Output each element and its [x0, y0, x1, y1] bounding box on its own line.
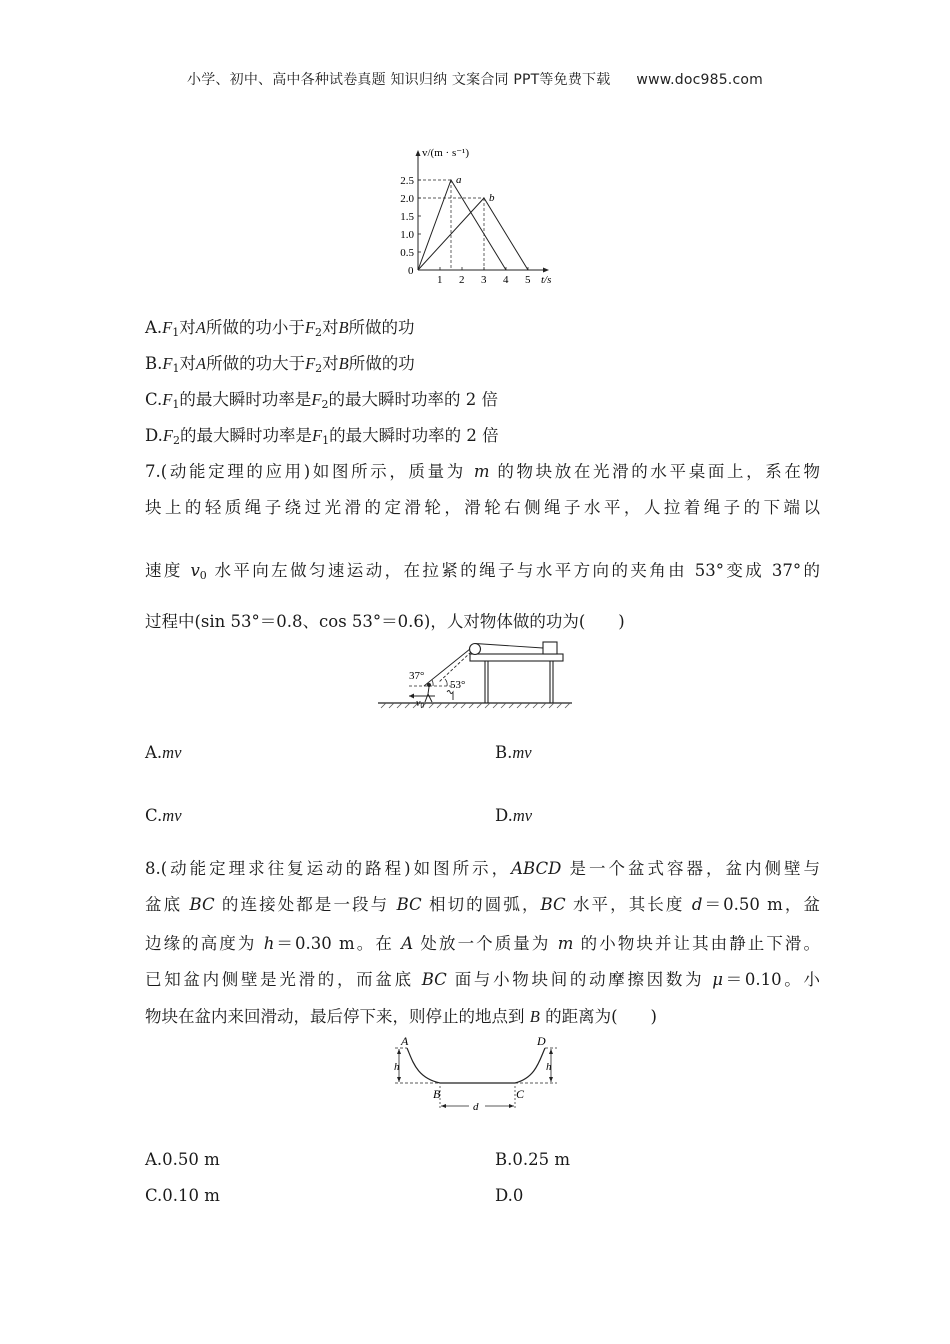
y-tick-label: 1.0: [400, 229, 414, 241]
y-tick-label: 2.0: [400, 193, 414, 205]
q6-option-d: $D.F_2$的最大瞬时功率是$F_1$的最大瞬时功率的 2 倍: [145, 426, 499, 447]
q7-stem-line3: 速度 $v_0$ 水平向左做匀速运动，在拉紧的绳子与水平方向的夹角由 53°变成 37°的: [145, 561, 820, 582]
q8-option-b: B.0.25 m: [495, 1150, 571, 1169]
y-axis-label: v/(m · s⁻¹): [422, 147, 469, 159]
label-h-left: h: [394, 1061, 400, 1073]
q8-stem-line4: 已知盆内侧壁是光滑的，而盆底 BC 面与小物块间的动摩擦因数为 μ＝0.10。小: [145, 970, 820, 989]
label-A: A: [401, 1034, 409, 1048]
header-url: www.doc985.com: [636, 72, 763, 88]
origin-label: 0: [408, 265, 414, 277]
pulley-figure: [375, 636, 575, 718]
x-tick-label: 1: [437, 274, 443, 286]
q6-option-b: $B.F_1$对A所做的功大于$F_2$对B所做的功: [145, 354, 415, 375]
angle-53-label: 53°: [450, 679, 466, 691]
y-axis-arrow: [416, 150, 421, 156]
q7-stem-line2: 块上的轻质绳子绕过光滑的定滑轮，滑轮右侧绳子水平，人拉着绳子的下端以: [145, 498, 820, 517]
vt-chart: [370, 140, 570, 295]
q6-option-c: $C.F_1$的最大瞬时功率是$F_2$的最大瞬时功率的 2 倍: [145, 390, 498, 411]
q8-stem-line2: 盆底 BC 的连接处都是一段与 BC 相切的圆弧，BC 水平，其长度 d＝0.50 m，盆: [145, 895, 820, 914]
label-B: B: [433, 1087, 441, 1101]
q7-option-d: D.mv: [495, 806, 533, 825]
q8-stem-line5: 物块在盆内来回滑动，最后停下来，则停止的地点到 B 的距离为( ): [145, 1007, 657, 1026]
basin-figure: [385, 1032, 565, 1117]
q8-stem-line3: 边缘的高度为 h＝0.30 m。在 A 处放一个质量为 m 的小物块并让其由静止下滑。: [145, 934, 820, 953]
q7-option-a: A.mv: [145, 743, 182, 762]
y-tick-label: 2.5: [400, 175, 414, 187]
header-text: 小学、初中、高中各种试卷真题 知识归纳 文案合同 PPT等免费下载: [187, 72, 611, 88]
angle-37-label: 37°: [409, 670, 425, 682]
label-h-right: h: [546, 1061, 552, 1073]
x-tick-label: 3: [481, 274, 487, 286]
x-axis-arrow: [543, 268, 549, 273]
series-a-label: a: [456, 174, 462, 186]
q7-option-c: C.mv: [145, 806, 182, 825]
q8-option-d: D.0: [495, 1186, 524, 1205]
series-b-label: b: [489, 192, 495, 204]
q7-stem-line1: 7.(动能定理的应用)如图所示，质量为 m 的物块放在光滑的水平桌面上，系在物: [145, 462, 821, 481]
x-tick-label: 2: [459, 274, 465, 286]
x-tick-label: 5: [525, 274, 531, 286]
x-axis-label: t/s: [541, 274, 552, 286]
q8-option-a: A.0.50 m: [145, 1150, 220, 1169]
v0-label: $v_0$: [416, 698, 424, 710]
q8-stem-line1: 8.(动能定理求往复运动的路程)如图所示，ABCD 是一个盆式容器，盆内侧壁与: [145, 859, 821, 878]
q7-option-b: B.mv: [495, 743, 532, 762]
label-d: d: [473, 1101, 479, 1113]
label-C: C: [516, 1087, 525, 1101]
x-tick-label: 4: [503, 274, 509, 286]
q8-option-c: C.0.10 m: [145, 1186, 220, 1205]
y-tick-label: 0.5: [400, 247, 414, 259]
q7-stem-line4: 过程中(sin 53°＝0.8、cos 53°＝0.6)，人对物体做的功为( ): [145, 612, 625, 631]
series-b-line: [418, 198, 528, 270]
q6-option-a: $A.F_1$对A所做的功小于$F_2$对B所做的功: [145, 318, 415, 339]
label-D: D: [537, 1034, 546, 1048]
y-tick-label: 1.5: [400, 211, 414, 223]
page-header: [0, 69, 950, 89]
